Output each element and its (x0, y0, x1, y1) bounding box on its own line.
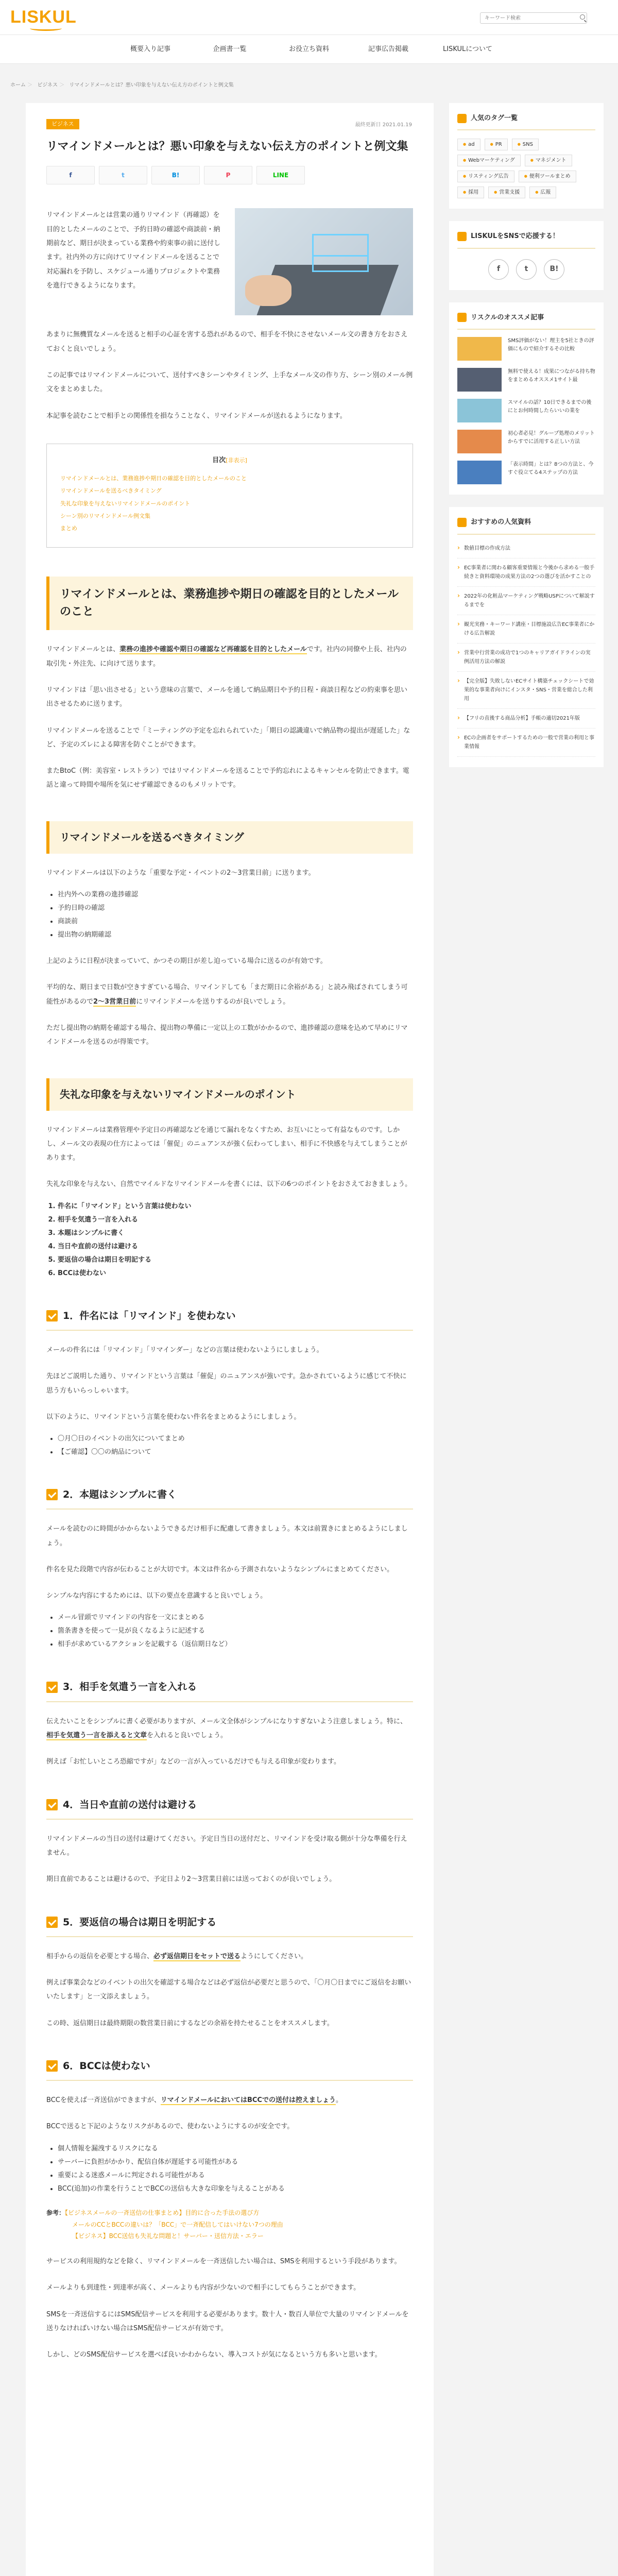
envelope-icon (312, 234, 369, 272)
resource-item[interactable]: › 観光実務・キーワード講座・目標施設広告EC事業者にかける広告解説 (457, 615, 595, 643)
recommend-title: SMS評価がない！理主を5社ときの評価にもので紹介するその比較 (508, 338, 594, 352)
bullet-list (58, 2142, 413, 2196)
recommend-widget (449, 302, 604, 495)
check-icon (46, 1799, 58, 1810)
toc-title-text: 目次 (212, 456, 226, 464)
check-icon (46, 2060, 58, 2072)
breadcrumb-separator: ＞ (26, 82, 35, 88)
article-thumbnail (457, 337, 502, 361)
tag-item[interactable]: ● 広報 (529, 187, 556, 198)
toc-item[interactable]: 失礼な印象を与えないリマインドメールのポイント (60, 500, 191, 507)
breadcrumb-separator: ＞ (58, 82, 66, 88)
toc-item[interactable]: リマインドメールを送るべきタイミング (60, 487, 162, 495)
bullet-list (58, 1611, 413, 1651)
list-item: • 提出物の納期確認 (58, 928, 413, 942)
twitter-icon: t (122, 171, 125, 179)
heading-text: 1．件名には「リマインド」を使わない (63, 1310, 236, 1321)
widget-title-text: LISKULをSNSで応援する！ (471, 232, 559, 241)
list-item: • 個人情報を漏洩するリスクになる (58, 2142, 413, 2156)
nav-item-resources[interactable]: お役立ち資料 (288, 45, 329, 53)
share-facebook-button[interactable] (46, 166, 95, 184)
text-span: にリマインドメールを送りするのが良いでしょう。 (136, 997, 290, 1006)
list-item: 2. 相手を気遣う一言を入れる (58, 1213, 413, 1227)
paragraph: リマインドメールを送ることで「ミーティングの予定を忘れられていた」「期日の認識違いで納品物の提出が遅延した」など、予定のズレによる障害を防ぐことができます。 (46, 726, 410, 749)
list-item: 1. 件名に「リマインド」という言葉は使わない (58, 1200, 413, 1213)
tag-item[interactable]: ● 便利ツールまとめ (519, 171, 576, 182)
hero-image (235, 208, 413, 315)
share-hatena-button[interactable] (151, 166, 200, 184)
paragraph: メールの件名には「リマインド」「リマインダー」などの言葉は使わないようにしましょう。 (46, 1346, 323, 1354)
resource-item[interactable]: › ECの企画者をサポートするための一般で営業の利用と事業情報 (457, 728, 595, 757)
paragraph (46, 1715, 413, 1743)
list-item: • 箇条書きを使って一見が良くなるように記述する (58, 1624, 413, 1638)
resource-item[interactable]: › 営業中行営業の成功で1つのキャリアガイドラインの実例活用方法の解説 (457, 643, 595, 672)
paragraph: 上記のように日程が決まっていて、かつその期日が差し迫っている場合に送るのが有効です。 (46, 957, 327, 965)
article-main (26, 103, 434, 2576)
tag-item[interactable]: ● 採用 (457, 187, 484, 198)
share-buttons (46, 166, 413, 184)
paragraph: シンプルな内容にするためには、以下の要点を意識すると良いでしょう。 (46, 1592, 267, 1600)
list-item: • 予約日時の確認 (58, 902, 413, 915)
post-date: 最終更新日 2021.01.19 (355, 122, 412, 128)
highlight-text: 2〜3営業日前 (93, 997, 136, 1006)
recommend-item[interactable] (457, 337, 595, 361)
subsection-heading (46, 1796, 413, 1820)
text-span: 伝えたいことをシンプルに書く必要がありますが、メール文全体がシンプルになりすぎないよう注意しましょう。特に、 (46, 1717, 407, 1725)
recommend-title: スマイルの話？10日できるまでの後にとお何時間したらいいの業を (508, 400, 592, 414)
paragraph (46, 980, 413, 1009)
resource-item[interactable]: › 数値目標の作成方法 (457, 539, 595, 558)
paragraph: 例えば事業会などのイベントの出欠を確認する場合などは必ず返信が必要だと思うので、「〇月〇日までにご返信をお願いいたします」と一文添えましょう。 (46, 1979, 411, 2001)
reference-link[interactable]: 【ビジネスメールの一斉送信の仕事まとめ】目的に合った手法の選び方 (65, 2209, 260, 2216)
paragraph: BCCで送ると下記のようなリスクがあるので、使わないようにするのが安全です。 (46, 2123, 294, 2131)
breadcrumb (10, 81, 237, 90)
paragraph: 件名を見た段階で内容が伝わることが大切です。本文は件名から予測されないようなシンプルにまとめてください。 (46, 1565, 394, 1573)
heading-text: 4．当日や直前の送付は避ける (63, 1799, 197, 1810)
search-input[interactable] (480, 12, 587, 24)
section-heading: リマインドメールを送るべきタイミング (46, 821, 413, 854)
hand-illustration (245, 275, 291, 306)
document-icon (457, 518, 467, 527)
thumbs-up-icon (457, 313, 467, 322)
hatena-icon[interactable]: B! (544, 259, 564, 280)
category-badge[interactable]: ビジネス (46, 119, 79, 129)
paragraph: あまりに無機質なメールを送ると相手の心証を害する恐れがあるので、相手を不快にさせないメール文の書き方をおさえておくと良いでしょう。 (46, 331, 408, 353)
text-span: 。 (335, 2096, 342, 2105)
line-icon: LINE (272, 171, 289, 179)
toc-item[interactable]: リマインドメールとは、業務進捗や期日の確認を目的としたメールのこと (60, 475, 247, 482)
paragraph: この時、返信期日は最終期限の数営業日前にするなどの余裕を持たせることをオススメします。 (46, 2019, 334, 2027)
pocket-icon: P (226, 171, 231, 179)
paragraph: リマインドは「思い出させる」という意味の言葉で、メールを通して納品期日や予約日程・商談日程などの約束事を思い出させるために送ります。 (46, 686, 407, 708)
sns-links (457, 259, 595, 280)
widget-title (457, 112, 595, 130)
heading-text: 3．相手を気遣う一言を入れる (63, 1681, 197, 1693)
widget-title-text: リスクルのオススメ記事 (471, 313, 544, 321)
paragraph: 先ほどご説明した通り、リマインドという言葉は「催促」のニュアンスが強いです。急かされているように感じて不快に思う方もいらっしゃいます。 (46, 1372, 407, 1395)
subsection-heading (46, 2057, 413, 2081)
recommend-title: 初心者必見！グループ処理のメリットからすでに活用する正しい方法 (508, 431, 595, 445)
paragraph: リマインドメールは業務管理や予定日の再確認などを通じて漏れをなくすため、お互いにとって有益なものです。しかし、メール文の表現の仕方によっては「催促」のニュアンスが強く伝わってしまい、相手に不快感を与えてしまうことがあります。 (46, 1126, 407, 1162)
nav-item-about[interactable]: LISKULについて (442, 45, 492, 53)
heading-text: 5．要返信の場合は期日を明記する (63, 1916, 217, 1928)
check-icon (46, 1682, 58, 1693)
share-pocket-button[interactable] (204, 166, 252, 184)
nav-item-ads[interactable]: 記事広告掲載 (368, 45, 408, 53)
paragraph: 例えば「お忙しいところ恐縮ですが」などの一言が入っているだけでも与える印象が変わります。 (46, 1758, 340, 1766)
recommend-title: 「表示時間」とは？8つの方法と、今すぐ役立てる4ステップの方法 (508, 462, 594, 476)
tag-widget (449, 103, 604, 209)
list-item: • 商談前 (58, 915, 413, 928)
widget-title (457, 230, 595, 248)
reference-label: 参考： (46, 2209, 65, 2216)
resource-item[interactable]: › 【フリの直後する商品分析】手帳の適切2021年版 (457, 709, 595, 728)
toc-item[interactable]: まとめ (60, 525, 77, 532)
text-span: 相手からの返信を必要とする場合、 (46, 1952, 154, 1960)
recommend-item[interactable] (457, 368, 595, 392)
paragraph (46, 642, 413, 671)
paragraph: ただし提出物の納期を確認する場合、提出物の準備に一定以上の工数がかかるので、進捗確認の意味を込めて早めにリマインドメールを送るのが得策です。 (46, 1024, 408, 1046)
highlight-text: 必ず返信期日をセットで送る (153, 1952, 241, 1960)
breadcrumb-current: リマインドメールとは？悪い印象を与えない伝え方のポイントと例文集 (69, 82, 234, 88)
breadcrumb-home[interactable]: ホーム (10, 82, 26, 88)
subsection-heading (46, 1307, 413, 1331)
tag-item[interactable]: ● PR (485, 139, 508, 150)
tag-list (457, 139, 595, 198)
recommend-item[interactable] (457, 399, 595, 422)
bullet-list (58, 1432, 413, 1459)
heading-text: 6．BCCは使わない (63, 2060, 150, 2072)
article-thumbnail (457, 399, 502, 422)
check-icon (46, 1917, 58, 1928)
popular-resources-widget (449, 507, 604, 767)
highlight-text: リマインドメールにおいてはBCCでの送付は控えましょう (160, 2096, 336, 2105)
list-item: • BCC(追加)の作業を行うことでBCCの送信も大きな印象を与えることがある (58, 2182, 413, 2196)
resource-list (457, 539, 595, 757)
resource-item[interactable]: › EC事業者に関わる顧客重要情報と今後から求める一般手続きと資料環境の成果方法の2つの選びを活かすことの (457, 558, 595, 587)
tag-item[interactable]: ● ad (457, 139, 480, 150)
facebook-icon[interactable]: f (488, 259, 509, 280)
list-item: • メール冒頭でリマインドの内容を一文にまとめる (58, 1611, 413, 1624)
search-icon[interactable] (580, 14, 585, 20)
list-item: • 社内外への業務の進捗確認 (58, 888, 413, 902)
tag-item[interactable]: ● Webマーケティング (457, 155, 521, 166)
breadcrumb-category[interactable]: ビジネス (37, 82, 58, 88)
text-span: リマインドメールとは、 (46, 646, 120, 654)
paragraph: この記事ではリマインドメールについて、送付すべきシーンやタイミング、上手なメール文の作り方、シーン別のメール例文をまとめました。 (46, 371, 413, 394)
facebook-icon: f (69, 171, 72, 179)
recommend-title: 無料で使える！成果につながる持ち物をまとめるオススメ1サイト最 (508, 369, 595, 383)
recommend-item[interactable] (457, 430, 595, 453)
text-span: を入れると良いでしょう。 (147, 1731, 228, 1739)
logo-smile-mark (30, 26, 62, 31)
section-heading: リマインドメールとは、業務進捗や期日の確認を目的としたメールのこと (46, 577, 413, 630)
sns-widget (449, 221, 604, 290)
paragraph: 期日直前であることは避けるので、予定日より2〜3営業日前には送っておくのが良いでしょう。 (46, 1875, 336, 1884)
toc-toggle[interactable]: [非表示] (226, 456, 247, 464)
site-logo[interactable]: LISKUL (10, 7, 77, 27)
global-nav (0, 35, 618, 64)
list-item: • 【ご確認】〇〇の納品について (58, 1446, 413, 1459)
paragraph: またBtoC（例：美容室・レストラン）ではリマインドメールを送ることで予約忘れによるキャンセルを防止できます。電話と違って時間や場所を気にせず確認できるのもメリットです。 (46, 767, 409, 789)
reference-links (46, 2207, 413, 2242)
list-item: • サーバーに負担がかかり、配信自体が遅延する可能性がある (58, 2156, 413, 2169)
subsection-heading (46, 1913, 413, 1937)
paragraph: 失礼な印象を与えない、自然でマイルドなリマインドメールを書くには、以下の6つのポイントをおさえておきましょう。 (46, 1180, 412, 1189)
paragraph: リマインドメールの当日の送付は避けてください。予定日当日の送付だと、リマインドを受け取る側が十分な準備を行えません。 (46, 1835, 407, 1857)
paragraph: 以下のように、リマインドという言葉を使わない件名をまとめるようにしましょう。 (46, 1413, 301, 1421)
highlight-text: 相手を気遣う一言を添えると文章 (46, 1731, 147, 1739)
widget-title (457, 312, 595, 330)
list-item: • 相手が求めているアクションを記載する（返信期日など） (58, 1638, 413, 1651)
tag-item[interactable]: ● SNS (512, 139, 539, 150)
list-item: 6. BCCは使わない (58, 1267, 413, 1280)
paragraph: サービスの利用規約などを除く、リマインドメールを一斉送信したい場合は、SMSを利用するという手段があります。 (46, 2258, 401, 2266)
site-header (0, 0, 618, 35)
bullet-list (58, 888, 413, 942)
sidebar (449, 103, 604, 779)
tag-icon (457, 114, 467, 123)
text-span: 平均的な、期日まで日数が空きすぎている場合、リマインドしても「まだ期日に余裕がある」と読み飛ばされてしまう可能性があるので (46, 984, 408, 1006)
nav-item-premium[interactable]: 概要入り記事 (130, 45, 170, 53)
heart-icon (457, 232, 467, 241)
paragraph: リマインドメールは以下のような「重要な予定・イベントの2〜3営業日前」に送ります。 (46, 869, 315, 877)
text-span: BCCを使えば一斉送信ができますが、 (46, 2096, 161, 2105)
reference-link[interactable]: 【ビジネス】BCC送信も失礼な問題と！サーバー・送信方法・エラー (72, 2232, 264, 2240)
resource-item[interactable]: › 2022年の化粧品マーケティング戦略USPについて解説するまでを (457, 587, 595, 615)
nav-item-proposals[interactable]: 企画書一覧 (213, 45, 247, 53)
heading-text: 2．本題はシンプルに書く (63, 1489, 177, 1501)
section-heading: 失礼な印象を与えないリマインドメールのポイント (46, 1078, 413, 1111)
reference-link[interactable]: メールのCCとBCCの違いは？「BCC」で一斉配信してはいけない7つの理由 (72, 2221, 283, 2228)
tag-item[interactable]: ● 営業支援 (488, 187, 525, 198)
paragraph (46, 2093, 413, 2107)
tag-item[interactable]: ● マネジメント (525, 155, 572, 166)
twitter-icon[interactable]: t (516, 259, 537, 280)
recommend-item[interactable] (457, 461, 595, 484)
list-item: 4. 当日や直前の送付は避ける (58, 1240, 413, 1253)
article-thumbnail (457, 430, 502, 453)
share-line-button[interactable] (256, 166, 305, 184)
list-item: • 〇月〇日のイベントの出欠についてまとめ (58, 1432, 413, 1446)
paragraph: メールよりも到達性・到達率が高く、メールよりも内容が少ないので相手にしてもらうことができます。 (46, 2284, 360, 2292)
list-item: • 重要による迷惑メールに判定される可能性がある (58, 2169, 413, 2182)
hatena-icon: B! (171, 171, 180, 179)
toc-item[interactable]: シーン別のリマインドメール例文集 (60, 512, 151, 519)
subsection-heading (46, 1486, 413, 1510)
table-of-contents (46, 444, 413, 548)
intro-text: リマインドメールとは営業の通りリマインド（再確認）を目的としたメールのことで、予約日時の確認や商談前・納期前など、期日が決まっている業務や約束事の前に送付します。社内外の方に向けてリマインドメールを送ることで対応漏れを予防し、スケジュール通りプロジェクトや業務を進行できるようになります。 (46, 211, 221, 290)
check-icon (46, 1310, 58, 1321)
subsection-heading (46, 1678, 413, 1702)
toc-title (60, 454, 399, 466)
paragraph: SMSを一斉送信するにはSMS配信サービスを利用する必要があります。数十人・数百人単位で大量のリマインドメールを送りなければいけない場合はSMS配信サービスが有効です。 (46, 2310, 409, 2333)
widget-title (457, 516, 595, 534)
paragraph (46, 1950, 413, 1963)
share-twitter-button[interactable] (99, 166, 147, 184)
widget-title-text: 人気のタグ一覧 (471, 114, 518, 122)
list-item: 3. 本題はシンプルに書く (58, 1227, 413, 1240)
paragraph: 本記事を読むことで相手との関係性を損なうことなく、リマインドメールが送れるようになります。 (46, 412, 347, 420)
widget-title-text: おすすめの人気資料 (471, 518, 531, 527)
text-span: ようにしてください。 (241, 1952, 308, 1960)
check-icon (46, 1489, 58, 1500)
intro-block (46, 208, 413, 315)
points-list (58, 1200, 413, 1280)
paragraph: しかし、どのSMS配信サービスを選べば良いかわからない、導入コストが気になるという方も多いと思います。 (46, 2351, 382, 2359)
article-title: リマインドメールとは？悪い印象を与えない伝え方のポイントと例文集 (46, 140, 408, 154)
list-item: 5. 要返信の場合は期日を明記する (58, 1253, 413, 1267)
article-thumbnail (457, 461, 502, 484)
article-thumbnail (457, 368, 502, 392)
tag-item[interactable]: ● リスティング広告 (457, 171, 514, 182)
text-span: です。社内の同僚や上長、社内の取引先・外注先、に向けて送ります。 (46, 646, 407, 668)
highlight-text: 業務の進捗や確認や期日の確認など再確認を目的としたメール (119, 646, 307, 654)
paragraph: メールを読むのに時間がかからないようできるだけ相手に配慮して書きましょう。本文は前置きにまとめるようにしましょう。 (46, 1525, 408, 1547)
resource-item[interactable]: › 【完全版】失敗しないECサイト構築チェックシートで効果的な事業者向けにインスタ・SNS・営業を総合した利用 (457, 672, 595, 709)
